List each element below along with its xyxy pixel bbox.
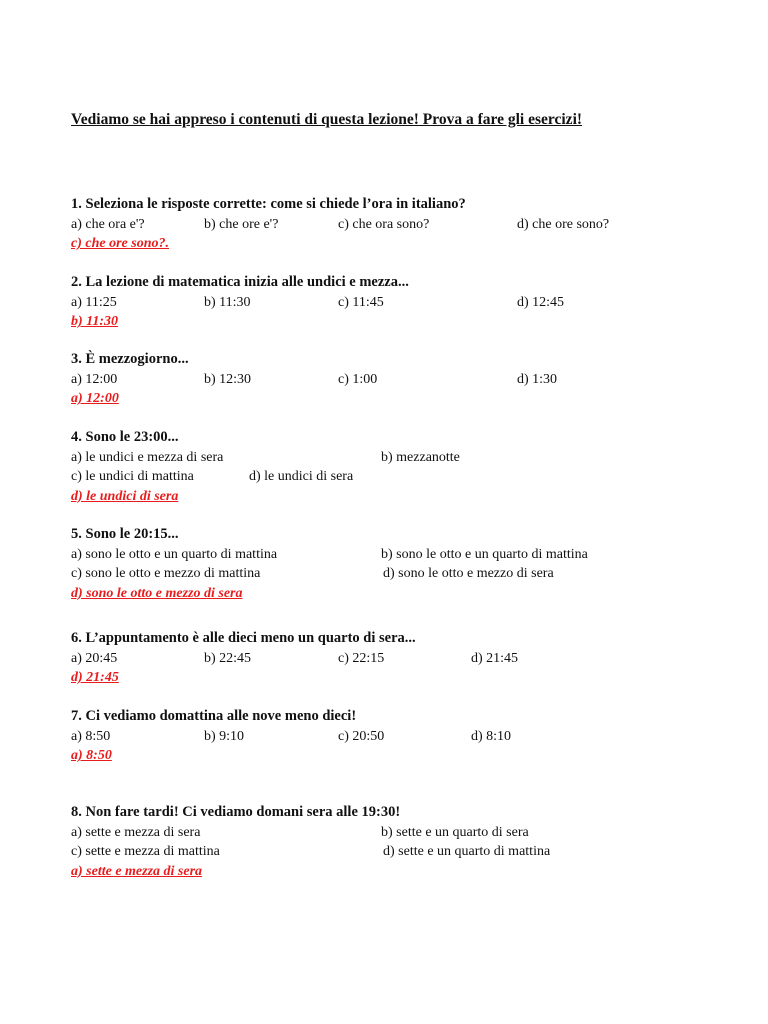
- option-c: c) 20:50: [338, 728, 385, 744]
- option-d: d) 21:45: [471, 650, 519, 666]
- question-7: [71, 707, 731, 766]
- option-d: d) 8:10: [471, 728, 512, 744]
- option-a: a) 12:00: [71, 371, 118, 387]
- option-a: a) 20:45: [71, 650, 118, 666]
- options-row: [71, 649, 731, 669]
- option-c: c) sono le otto e mezzo di mattina: [71, 566, 261, 581]
- option-d: d) le undici di sera: [249, 469, 354, 484]
- option-c: c) che ora sono?: [338, 216, 430, 232]
- option-c: c) 1:00: [338, 371, 378, 387]
- correct-answer: d) le undici di sera: [71, 488, 179, 504]
- option-a: a) sono le otto e un quarto di mattina: [71, 546, 278, 562]
- question-prompt: 3. È mezzogiorno...: [71, 351, 189, 367]
- options-row: [71, 448, 731, 468]
- correct-answer: a) 8:50: [71, 748, 112, 763]
- option-a: a) 11:25: [71, 294, 117, 310]
- question-prompt: 7. Ci vediamo domattina alle nove meno dieci!: [71, 708, 357, 724]
- options-row: [71, 727, 731, 747]
- option-d: d) 1:30: [517, 371, 558, 387]
- question-6: [71, 629, 731, 688]
- question-prompt: 6. L’appuntamento è alle dieci meno un quarto di sera...: [71, 630, 416, 646]
- option-c: c) 22:15: [338, 650, 385, 666]
- options-row: [71, 564, 731, 584]
- option-c: c) le undici di mattina: [71, 469, 194, 484]
- option-b: b) sono le otto e un quarto di mattina: [381, 546, 588, 562]
- question-5: [71, 525, 731, 603]
- option-b: b) 22:45: [204, 650, 252, 666]
- correct-answer: b) 11:30: [71, 314, 119, 329]
- options-row: [71, 842, 731, 862]
- option-b: b) 11:30: [204, 294, 251, 310]
- option-a: a) 8:50: [71, 728, 111, 744]
- question-prompt: 5. Sono le 20:15...: [71, 526, 179, 542]
- question-prompt: 8. Non fare tardi! Ci vediamo domani sera alle 19:30!: [71, 804, 401, 820]
- correct-answer: a) sette e mezza di sera: [71, 863, 203, 879]
- correct-answer: a) 12:00: [71, 391, 119, 406]
- option-a: a) sette e mezza di sera: [71, 824, 201, 840]
- question-prompt: 4. Sono le 23:00...: [71, 429, 179, 445]
- option-c: c) sette e mezza di mattina: [71, 844, 220, 859]
- correct-answer: d) 21:45: [71, 670, 119, 685]
- option-b: b) sette e un quarto di sera: [381, 824, 529, 840]
- option-b: b) 9:10: [204, 728, 245, 744]
- option-b: b) 12:30: [204, 371, 252, 387]
- option-c: c) 11:45: [338, 294, 384, 310]
- options-row: [71, 370, 731, 390]
- options-row: [71, 545, 731, 565]
- option-d: d) sette e un quarto di mattina: [383, 844, 551, 859]
- correct-answer: d) sono le otto e mezzo di sera: [71, 585, 243, 601]
- page-title: Vediamo se hai appreso i contenuti di questa lezione! Prova a fare gli esercizi!: [71, 111, 583, 128]
- question-2: [71, 273, 731, 332]
- option-d: d) sono le otto e mezzo di sera: [383, 566, 554, 581]
- correct-answer: c) che ore sono?.: [71, 236, 169, 251]
- options-row: [71, 293, 731, 313]
- options-row: [71, 823, 731, 843]
- option-a: a) che ora e'?: [71, 216, 145, 232]
- question-4: [71, 428, 731, 506]
- option-a: a) le undici e mezza di sera: [71, 449, 224, 465]
- options-row: [71, 467, 731, 487]
- option-b: b) che ore e'?: [204, 216, 279, 232]
- question-prompt: 1. Seleziona le risposte corrette: come si chiede l’ora in italiano?: [71, 196, 466, 212]
- question-prompt: 2. La lezione di matematica inizia alle undici e mezza...: [71, 274, 409, 290]
- question-8: [71, 803, 731, 881]
- question-1: [71, 195, 731, 254]
- option-b: b) mezzanotte: [381, 449, 460, 465]
- option-d: d) 12:45: [517, 294, 565, 310]
- question-3: [71, 350, 731, 409]
- options-row: [71, 215, 731, 235]
- option-d: d) che ore sono?: [517, 216, 610, 232]
